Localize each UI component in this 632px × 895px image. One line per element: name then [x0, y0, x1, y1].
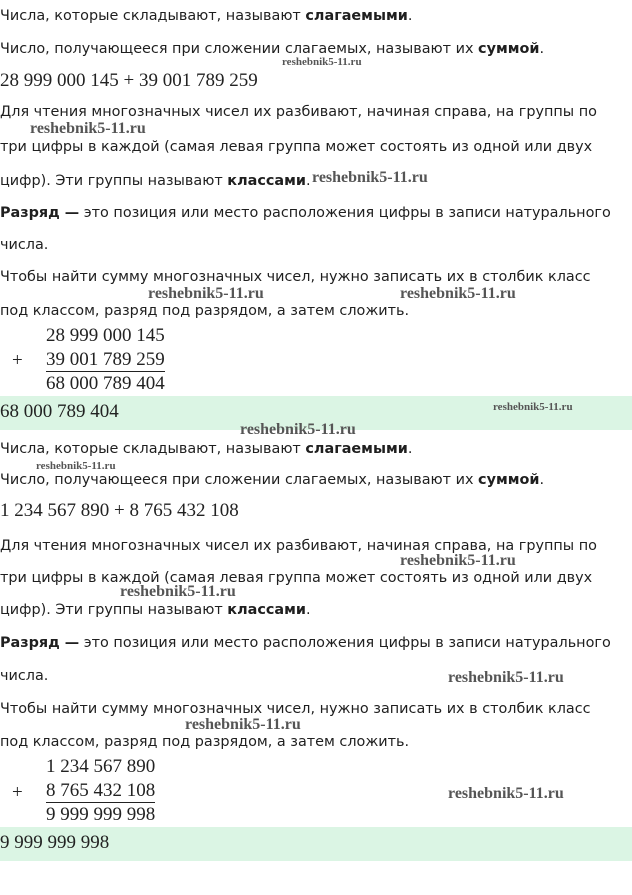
watermark: reshebnik5-11.ru	[148, 285, 264, 302]
column-addend-1: 1 234 567 890	[46, 756, 156, 777]
digit-place-line2: числа.	[0, 237, 49, 253]
punctuation: .	[407, 441, 413, 457]
classes-text-line3	[0, 601, 311, 619]
digit-place-line1	[0, 204, 611, 222]
term-sum: суммой	[478, 472, 540, 488]
term-sum: суммой	[478, 41, 540, 57]
definition-addends	[0, 440, 412, 458]
punctuation: .	[539, 472, 545, 488]
method-line2: под классом, разряд под разрядом, а затем сложить.	[0, 303, 410, 319]
definition-sum	[0, 471, 544, 489]
classes-text-line1: Для чтения многозначных чисел их разбивают, начиная справа, на группы по	[0, 538, 597, 554]
watermark: reshebnik5-11.ru	[185, 716, 301, 733]
watermark: reshebnik5-11.ru	[282, 56, 362, 68]
term-digit-place: Разряд —	[0, 205, 80, 221]
watermark: reshebnik5-11.ru	[312, 169, 428, 186]
column-addend-2: 39 001 789 259	[46, 349, 165, 370]
definition-text: Числа, которые складывают, называют	[0, 8, 306, 24]
punctuation: .	[407, 8, 413, 24]
term-classes: классами	[227, 602, 306, 618]
watermark: reshebnik5-11.ru	[400, 552, 516, 569]
answer-value: 68 000 789 404	[0, 401, 119, 422]
digit-place-line1	[0, 634, 611, 652]
watermark: reshebnik5-11.ru	[120, 583, 236, 600]
answer-band	[0, 827, 632, 861]
punctuation: .	[305, 173, 311, 189]
definition-text: это позиция или место расположения цифры в записи натурального	[79, 635, 611, 651]
watermark: reshebnik5-11.ru	[448, 669, 564, 686]
column-result: 68 000 789 404	[46, 373, 165, 394]
watermark: reshebnik5-11.ru	[493, 401, 573, 413]
term-digit-place: Разряд —	[0, 635, 80, 651]
definition-addends	[0, 7, 412, 25]
watermark: reshebnik5-11.ru	[400, 285, 516, 302]
digit-place-line2: числа.	[0, 668, 49, 684]
definition-text: цифр). Эти группы называют	[0, 173, 228, 189]
classes-text-line2: три цифры в каждой (самая левая группа может состоять из одной или двух	[0, 139, 593, 155]
classes-text-line2: три цифры в каждой (самая левая группа может состоять из одной или двух	[0, 570, 593, 586]
method-line1: Чтобы найти сумму многозначных чисел, нужно записать их в столбик класс	[0, 701, 591, 717]
answer-value: 9 999 999 998	[0, 832, 110, 853]
watermark: reshebnik5-11.ru	[240, 421, 356, 438]
definition-text: это позиция или место расположения цифры в записи натурального	[79, 205, 611, 221]
punctuation: .	[305, 602, 311, 618]
method-line1: Чтобы найти сумму многозначных чисел, нужно записать их в столбик класс	[0, 269, 591, 285]
punctuation: .	[539, 41, 545, 57]
method-line2: под классом, разряд под разрядом, а затем сложить.	[0, 734, 410, 750]
definition-sum	[0, 40, 544, 58]
addition-expression: 1 234 567 890 + 8 765 432 108	[0, 500, 239, 521]
watermark: reshebnik5-11.ru	[30, 120, 146, 137]
addition-expression: 28 999 000 145 + 39 001 789 259	[0, 70, 258, 91]
plus-sign: +	[12, 350, 23, 371]
column-result: 9 999 999 998	[46, 804, 156, 825]
definition-text: Число, получающееся при сложении слагаемых, называют их	[0, 472, 479, 488]
term-addends: слагаемыми	[305, 8, 408, 24]
term-addends: слагаемыми	[305, 441, 408, 457]
plus-sign: +	[12, 782, 23, 803]
column-addend-1: 28 999 000 145	[46, 325, 165, 346]
classes-text-line1: Для чтения многозначных чисел их разбивают, начиная справа, на группы по	[0, 104, 597, 120]
watermark: reshebnik5-11.ru	[448, 785, 564, 802]
definition-text: Числа, которые складывают, называют	[0, 441, 306, 457]
column-addend-2: 8 765 432 108	[46, 780, 156, 801]
watermark: reshebnik5-11.ru	[36, 460, 116, 472]
classes-text-line3	[0, 172, 311, 190]
term-classes: классами	[227, 173, 306, 189]
definition-text: Число, получающееся при сложении слагаемых, называют их	[0, 41, 479, 57]
definition-text: цифр). Эти группы называют	[0, 602, 228, 618]
